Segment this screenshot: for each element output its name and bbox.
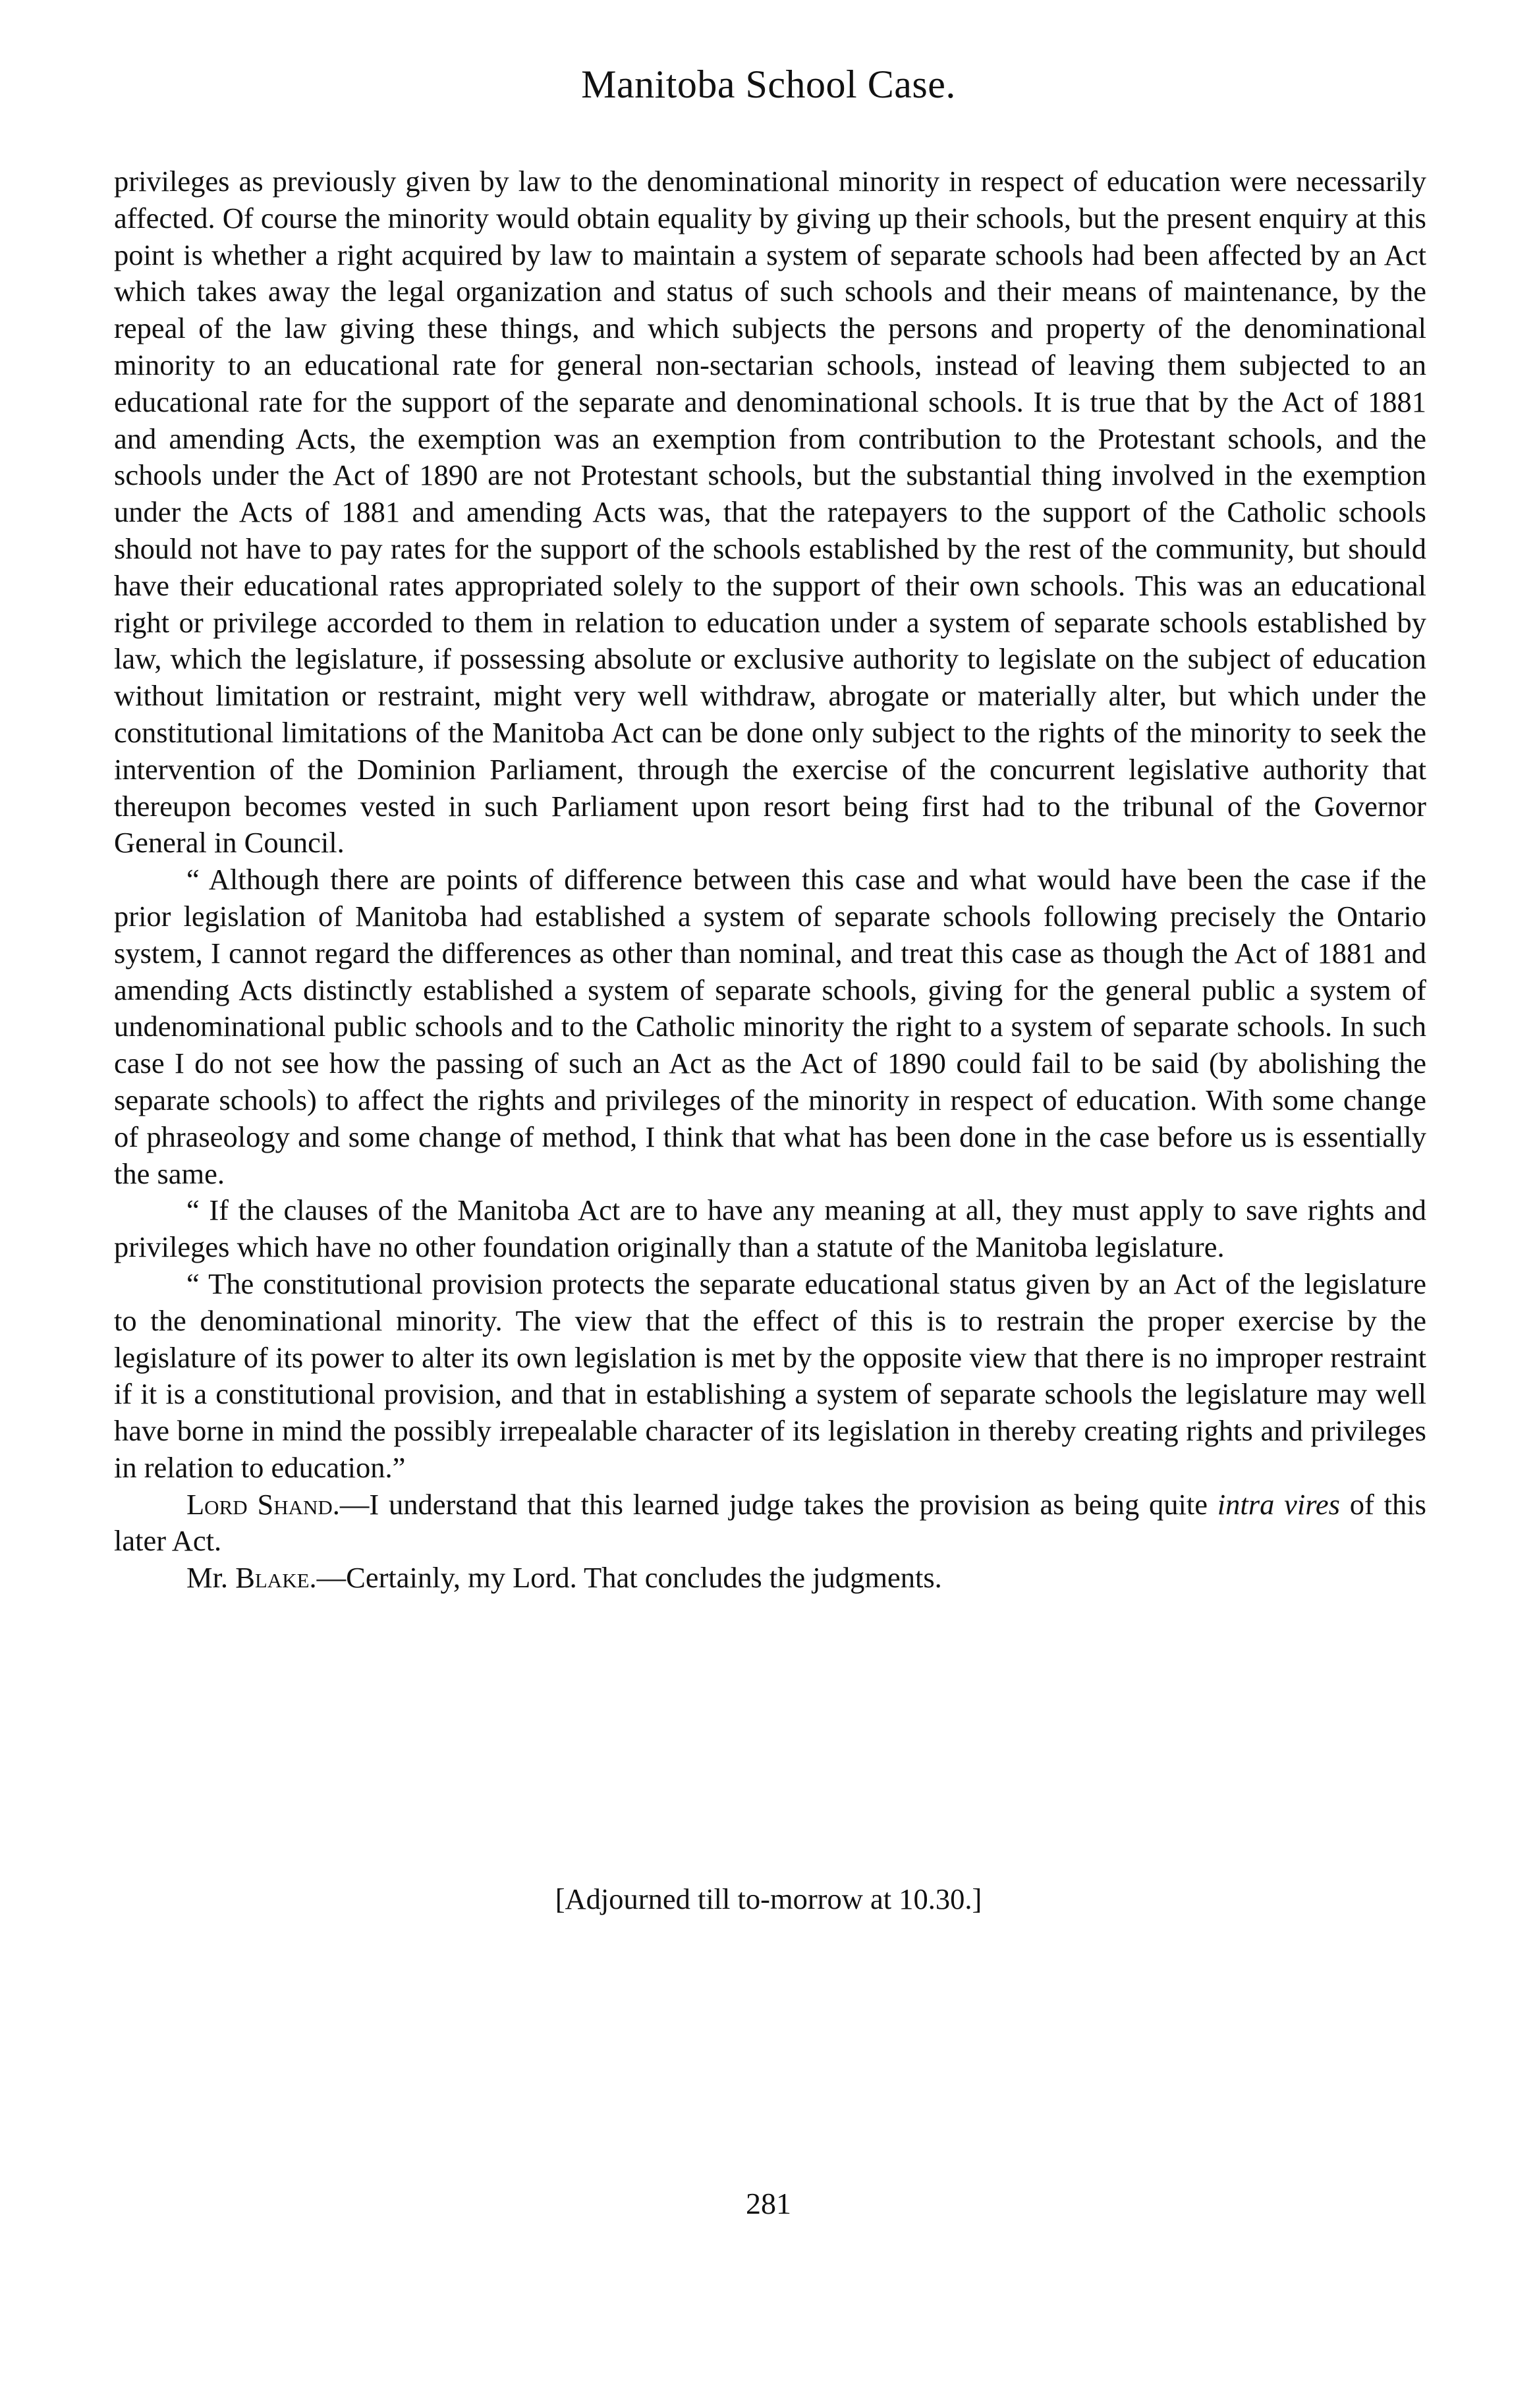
speaker-lord-shand: Lord Shand. — [186, 1487, 340, 1521]
page-number: 281 — [746, 2187, 791, 2220]
paragraph-5-text-a: —I understand that this learned judge takes the provision as being quite — [339, 1487, 1217, 1521]
adjourned-note: [Adjourned till to-morrow at 10.30.] — [555, 1882, 982, 1915]
paragraph-5-text-b: of this later Act. — [114, 1487, 1426, 1558]
speaker-prefix: Mr. — [186, 1561, 236, 1595]
paragraph-1: privileges as previously given by law to the denominational minority in respect of education were necessarily affected. Of course the minority would obtain equality by giving up their schools, but the present enquiry at this point is whether a right acquired by law to maintain a system of separate schools had been affected by an Act which takes away the legal organization and status of such schools and their means of maintenance, by the repeal of the law giving these things, and which subjects the persons and property of the denominational minority to an educational rate for general non-sectarian schools, instead of leaving them subjected to an educational rate for the support of the separate and denominational schools. It is true that by the Act of 1881 and amending Acts, the exemption was an exemption from contribution to the Protestant schools, and the schools under the Act of 1890 are not Protestant schools, but the substantial thing involved in the exemption under the Acts of 1881 and amending Acts was, that the ratepayers to the support of the Catholic schools should not have to pay rates for the support of the schools established by the rest of the community, but should have their educational rates appropriated solely to the support of their own schools. This was an educational right or privilege accorded to them in relation to education under a system of separate schools established by law, which the legislature, if possessing absolute or exclusive authority to legislate on the subject of education without limitation or restraint, might very well withdraw, abrogate or materially alter, but which under the constitutional limitations of the Manitoba Act can be done only subject to the rights of the minority to seek the intervention of the Dominion Parliament, through the exercise of the concurrent legislative authority that thereupon becomes vested in such Parliament upon resort being first had to the tribunal of the Governor General in Council. — [114, 165, 1426, 860]
running-header-title: Manitoba School Case. — [581, 63, 956, 106]
paragraph-6 — [114, 1560, 1426, 1597]
paragraph-3: “ If the clauses of the Manitoba Act are to have any meaning at all, they must apply to save rights and privileges which have no other foundation originally than a statute of the Manitoba legislature. — [114, 1193, 1426, 1264]
body-text — [114, 163, 1426, 1597]
paragraph-6-text: —Certainly, my Lord. That concludes the judgments. — [316, 1561, 942, 1595]
speaker-blake: Blake. — [235, 1561, 317, 1595]
paragraph-5 — [114, 1487, 1426, 1560]
paragraph-4: “ The constitutional provision protects the separate educational status given by an Act of the legislature to the denominational minority. The view that the effect of this is to restrain the proper exercise by the legislature of its power to alter its own legislation is met by the opposite view that there is no improper restraint if it is a constitutional provision, and that in establishing a system of separate schools the legislature may well have borne in mind the possibly irrepealable character of its legislation in thereby creating rights and privileges in relation to education.” — [114, 1267, 1426, 1484]
italic-intra-vires: intra vires — [1217, 1487, 1340, 1521]
paragraph-2: “ Although there are points of difference between this case and what would have been the case if the prior legislation of Manitoba had established a system of separate schools following precisely the Ontario system, I cannot regard the differences as other than nominal, and treat this case as though the Act of 1881 and amending Acts distinctly established a system of separate schools, giving for the general public a system of undenominational public schools and to the Catholic minority the right to a system of separate schools. In such case I do not see how the passing of such an Act as the Act of 1890 could fail to be said (by abolishing the separate schools) to affect the rights and privileges of the minority in respect of education. With some change of phraseology and some change of method, I think that what has been done in the case before us is essentially the same. — [114, 863, 1426, 1190]
